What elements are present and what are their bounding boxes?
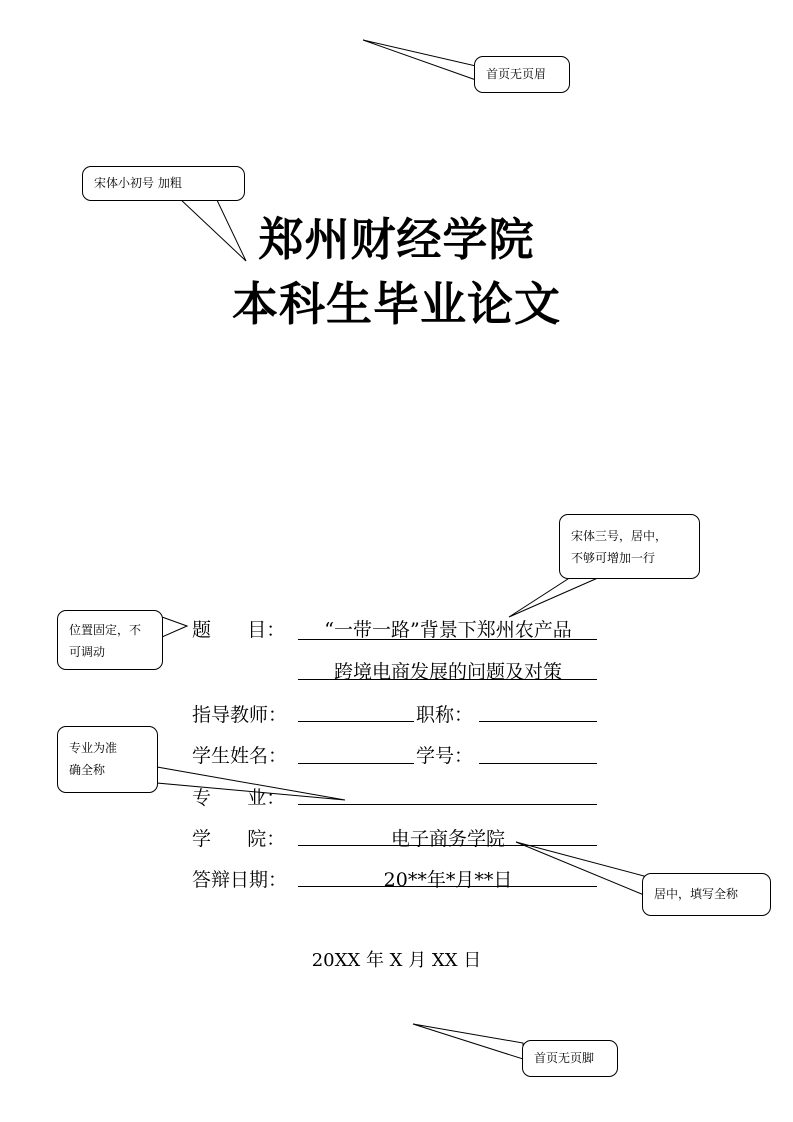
leader-topic-font — [509, 577, 600, 617]
callout-fixed-position — [57, 610, 163, 670]
college-underline — [298, 845, 597, 846]
topic-value-line1: “一带一路”背景下郑州农产品 — [324, 619, 572, 641]
callout-topic-font — [559, 514, 700, 579]
student-id-label: 学号： — [416, 745, 474, 767]
defense-date-label: 答辩日期： — [192, 869, 288, 891]
callout-no-footer-text: 首页无页脚 — [534, 1051, 595, 1065]
callout-title-font — [82, 166, 245, 201]
topic-label: 题 目： — [192, 619, 286, 641]
major-underline — [298, 804, 597, 805]
callout-title-font-text: 宋体小初号 加粗 — [94, 176, 182, 190]
leader-no-footer — [413, 1024, 523, 1059]
callout-topic-font-line2: 不够可增加一行 — [571, 551, 656, 565]
callout-no-header — [474, 56, 570, 93]
callout-major-line1: 专业为准 — [69, 741, 118, 755]
school-title: 郑州财经学院 — [258, 213, 535, 266]
callout-major — [57, 726, 158, 793]
student-name-label: 学生姓名： — [192, 745, 288, 767]
defense-date-field[interactable]: 20**年*月**日 — [383, 869, 513, 891]
college-field[interactable]: 电子商务学院 — [390, 828, 505, 850]
major-label: 专 业： — [192, 787, 286, 809]
defense-date-underline — [298, 886, 597, 887]
advisor-label: 指导教师： — [192, 704, 288, 726]
callout-no-header-text: 首页无页眉 — [486, 67, 547, 81]
topic-underline-2 — [298, 679, 597, 680]
callout-center-full-name-text: 居中，填写全称 — [654, 887, 739, 901]
topic-value-line2: 跨境电商发展的问题及对策 — [333, 661, 562, 683]
callout-topic-font-line1: 宋体三号，居中， — [571, 529, 668, 543]
leader-fixed-position — [162, 617, 187, 637]
callout-no-footer — [522, 1040, 618, 1077]
topic-underline-1 — [298, 639, 597, 640]
title-rank-label: 职称： — [416, 704, 474, 726]
leader-no-header — [363, 40, 476, 80]
callout-fixed-position-line2: 可调动 — [69, 645, 106, 659]
college-label: 学 院： — [192, 828, 286, 850]
student-id-underline — [479, 763, 597, 764]
thesis-type-title: 本科生毕业论文 — [232, 277, 561, 331]
callout-center-full-name — [642, 873, 771, 916]
advisor-underline — [298, 721, 414, 722]
student-name-underline — [298, 763, 414, 764]
submission-date: 20XX 年 X 月 XX 日 — [311, 950, 482, 971]
title-rank-underline — [479, 721, 597, 722]
callout-major-line2: 确全称 — [69, 763, 106, 777]
callout-fixed-position-line1: 位置固定，不 — [69, 623, 142, 637]
